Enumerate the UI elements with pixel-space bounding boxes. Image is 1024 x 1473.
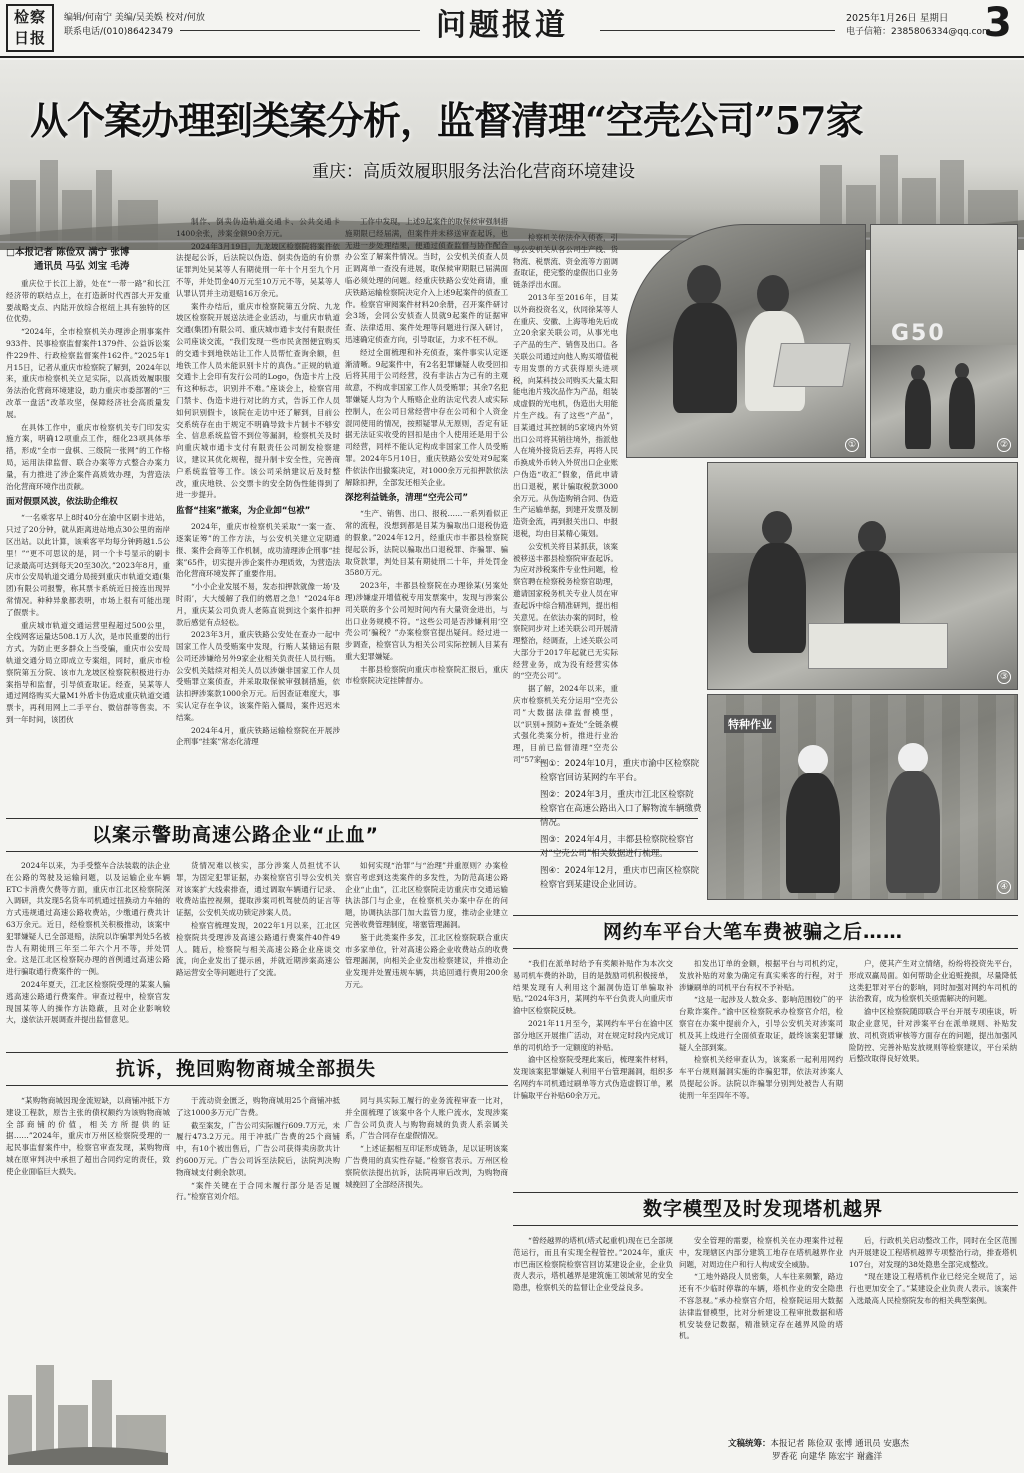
paragraph: 2021年11月至今，某网约车平台在渝中区部分地区开展推广活动，对在规定时段内完成订单的司机给予一定额度的补贴。 [513, 1018, 673, 1052]
section-band-crane [513, 1192, 1018, 1226]
photo-number-2: ② [997, 438, 1011, 452]
crane-column-3 [849, 1235, 1017, 1435]
sub-headline: 重庆：高质效履职服务法治化营商环境建设 [312, 162, 635, 182]
col2-paragraphs [176, 216, 340, 501]
photo-number-1: ① [845, 438, 859, 452]
paragraph: 2024年，重庆市检察机关采取“一案一查、逐案证筹”的工作方法，与公安机关建立定期通报、案件会商等工作机制，成功清理涉企刑事“挂案”65件，切实提升涉企案件办理质效，为营造法治化营商环境发挥了重要作用。 [176, 522, 340, 579]
col1-paragraphs [6, 278, 170, 492]
caption-1: 图①：2024年10月，重庆市渝中区检察院检察官回访某网约车平台。 [540, 759, 700, 783]
highway-column-2 [176, 860, 340, 1045]
ridehailing-column-2 [679, 958, 843, 1182]
credits-names-line2: 罗香花 向建华 陈宏宇 谢鑫洋 [772, 1452, 883, 1462]
paragraph: 同与具实际工履行的业务流程审查一比对，并全面梳理了该案中各个人账户流水，发现涉案广告公司负责人与购物商城的负责人系亲属关系，广告合同存在虚假情况。 [345, 1096, 508, 1141]
paragraph: 重庆位于长江上游，处在“一带一路”和长江经济带的联结点上，在打造新时代西部大开发重要战略支点、内陆开放综合枢纽上具有独特的区位优势。 [6, 279, 170, 324]
hero-background [0, 60, 1024, 250]
paragraph: 公安机关将目某抓获，该案被移送丰都县检察院审查起诉。为应对涉税案件专业性问题，检察官聘在检察税务检察官助理，邀请国家税务机关专业人员在审查起诉中综合精准研判，提出相关意见。在依法办案的同时，检察院同步对上述关联公司开展清理整治，经调查，上述关联公司大部分于2017年起就已无实际经营业务，成为没有经营实体的“空壳公司”。 [513, 541, 618, 681]
subhead-fake-ticket: 面对假票风波，依法助企维权 [6, 497, 118, 508]
paragraph: 后，行政机关启动整改工作，同时在全区范围内开展建设工程塔机越界专项整治行动，排查塔机107台，对发现的38处隐患全部完成整改。 [849, 1236, 1017, 1269]
article-column-2 [176, 216, 340, 798]
paragraph: 如何实现“治罪”与“治理”并重原则？办案检察官考虑到这类案件的多发性，为防范高速公路企业“止血”，江北区检察院走访重庆市交通运输执法部门与企业，在检察机关办案中存在的问题，协调执法部门加大监管力度，推动企业建立完善收费管理制度，堵塞管理漏洞。 [345, 861, 508, 929]
paragraph: “案件关键在于合同未履行部分是否足履行。”检察官刘介绍。 [176, 1180, 340, 1202]
crane-column-1 [513, 1235, 673, 1435]
subhead-shell-companies: 深挖利益链条，清理“空壳公司” [345, 493, 469, 504]
byline [6, 246, 168, 274]
credits-label: 文稿统筹： [728, 1439, 771, 1449]
section-title-crane: 数字模型及时发现塔机越界 [633, 1197, 893, 1221]
caption-3: 图③：2024年4月，丰都县检察院检察官对“空壳公司”相关数据进行梳理。 [540, 835, 694, 859]
article-column-1 [6, 278, 170, 798]
paragraph: 2024年夏天，江北区检察院受理的某案人骗逃高速公路通行费案件。审查过程中，检察官发现国某等人的操作方法隐蔽，且对企业影响较大，遂依法开展调查并提出监督意见。 [6, 979, 170, 1025]
masthead [0, 0, 1024, 64]
highway-column-1 [6, 860, 170, 1045]
paragraph: 2013年至2016年，目某以外商投资名义，伙同徐某等人在重庆、安徽、上海等地先后成立20余家关联公司，从事光电子产品的生产、销售及出口。各关联公司通过向他人购买增值税专用发票的方式获得原头进项税，向某科技公司购买大量太阳能电池片残次品作为产品，组装成虚假的光电机，伪造出大用能片生产线。有了这些“产品”，目某通过其控制的5家境内外贸出口公司将其销往境外，指派他人在境外接货后丢弃，再将人民币换成外币转入外贸出口企业账户伪造“收汇”假象，借此申请出口退税，累计骗取税款3000余万元。从伪造购销合同、伪造生产运输单据，到建开发票及制造资金流，再到报关出口、申报退税，均由目某精心策划。 [513, 292, 618, 538]
paragraph: “我们在派单时给予有奖额补贴作为本次交易司机车费的补助，目的是鼓励司机积极接单，结果发现有人利用这个漏洞伪造订单骗取补贴。”2024年3月，某网约车平台负责人向重庆市渝中区检察院反映。 [513, 959, 673, 1016]
logo-text: 检察日报 [13, 8, 46, 47]
caption-4: 图④：2024年12月，重庆市巴南区检察院检察官到某建设企业回访。 [540, 866, 700, 890]
masthead-rule-right [600, 30, 835, 31]
paragraph: 截至案发，广告公司实际履行609.7万元，未履行473.2万元。用于冲抵广告费的25个商铺中，有10个被出售后，广告公司获得卖房款共计约600万元。广告公司诉至法院后，法院判决购物商城支付剩余款项。 [176, 1120, 340, 1177]
paragraph: “小小企业发展不易，发态扣押款就像一场‘及时雨’，大大缓解了我们的燃眉之急！”2024年8月，重庆某公司负责人老陈直说到这个案件扣押款后感觉有点轻松。 [176, 582, 340, 627]
paragraph: 2024年3月19日，九龙坡区检察院将案件依法提起公诉，后法院以伪造、倒卖伪造的有价票证罪判处吴某等人有期徒刑一年十个月至九个月不等，并处罚金40万元至10万元不等，吴某等人认罪认罚并主动退赔16万余元。 [176, 241, 340, 298]
paragraph: 安全管理的需要，检察机关在办理案件过程中，发现辖区内部分建筑工地存在塔机越界作业问题，对周边住户和行人构成安全威胁。 [679, 1236, 843, 1269]
photo-number-4: ④ [997, 880, 1011, 894]
appeal-column-3 [345, 1095, 508, 1465]
highway-column-3 [345, 860, 508, 1045]
appeal-column-2 [176, 1095, 340, 1465]
section-title-highway: 以案示警助高速公路企业“止血” [82, 823, 389, 847]
photo-2-highway [870, 224, 1018, 458]
paragraph: 鉴于此类案件多发，江北区检察院联合重庆市多家单位，针对高速公路企业收费站点的收费管理漏洞，向相关企业发出检察建议，并推动企业发现并处置违规车辆，共追回通行费用200余万元。 [345, 932, 508, 989]
section-title: 问题报道 [436, 8, 568, 43]
crane-column-2 [679, 1235, 843, 1435]
article-column-4 [513, 232, 618, 798]
paragraph: 2024年4月，重庆铁路运输检察院在开展涉企刑事“挂案”常态化清理 [176, 725, 340, 747]
section-band-highway [6, 818, 698, 852]
subhead-pending-cases: 监督“挂案”撤案，为企业卸“包袱” [176, 506, 311, 517]
col3-paragraphs [345, 216, 508, 488]
masthead-bottom-rule [0, 56, 1024, 58]
paragraph: “一名乘客早上8时40分在渝中区刷卡进站，只过了20分钟，就从距离进站地点30公里的南岸区出站。以此计算，该乘客平均每分钟跨越1.5公里！”“更不可思议的是，同一个卡号显示的刷卡记录最高可达到每天20至30次。”2023年8月，重庆市公安局轨道交通分局接到重庆市轨道交通(集团)有限公司报警，称其票卡系统近日接连出现异常情况。种种异象都表明，市场上很有可能出现了假票卡。 [6, 513, 170, 617]
contact-phone: 联系电话/(010)86423479 [64, 27, 174, 37]
paragraph: 2024年以来，为手受整车合法装载的法企业在公路的驾驶及运输问题，以及运输企业车辆ETC卡消费欠费等方面，重庆市江北区检察院深入调研，共发现5名货车司机通过扭换动力车轴的方式违规通过高速公路收费站，少缴通行费共计63万余元。近日，经检察机关积极推动，该案中犯罪嫌疑人已全部退赔，法院以诈骗罪判处5名被告人有期徒刑三年至二年六个月不等，并处罚金。这是江北区检察院办理的首例通过高速公路进行骗取通行费案件的一例。 [6, 861, 170, 977]
paragraph: 案件办结后，重庆市检察院第五分院、九龙坡区检察院开展送法进企业活动，与重庆市轨道交通(集团)有限公司、重庆城市通卡支付有限责任公司座谈交流，“我们发现一些市民贪图便宜购买的交通卡到地铁站让工作人员帮忙查询余额，但地铁工作人员未能识别卡片的真伪。”正规的轨道交通卡上会印有发行公司的Logo，伪造卡片上没有这种标志，识别并不难。”座谈会上，检察官用门禁卡、伪造卡进行对比的方式，告诉工作人员如何识别假卡，该院在走访中还了解到，目前公交系统存在由于规定不明确导致卡片制卡不够安全、信息系统监管不到位等漏洞，检察机关及时向重庆城市通卡支付有限责任公司制发检察建议，建议其优化规程，提升制卡安全性，完善商户系统监管等工作。该公司采纳建议后及时整改，重庆地铁、公交票卡的安全防伪性能得到了进一步提升。 [176, 301, 340, 500]
photo-4-construction [707, 694, 1018, 900]
paragraph: 检察机关依法介入侦查，引导公安机关从各公司生产线、货物流、税票流、资金流等方面调查取证，使完整的虚假出口业务链条浮出水面。 [513, 233, 618, 290]
paragraph: 丰都县检察院向重庆市检察院汇报后，重庆市检察院决定挂牌督办。 [345, 664, 508, 686]
paragraph: 扣发出订单的金额，根据平台与司机约定，发放补贴的对象为确定有真实乘客的行程，对于涉嫌刷单的司机平台有权不予补贴。 [679, 959, 843, 992]
paragraph: “某购物商城因现金流短缺，以商铺冲抵下方建设工程款，原告主张的债权额约为该购物商城全部商铺的价值，相关方所提供的证据……”2024年，重庆市万州区检察院受理的一起民事监督案件中，检察官审查发现，某购物商城在原审判决中承担了超出合同约定的责任，致使企业面临巨大损失。 [6, 1096, 170, 1176]
col4-paragraphs [513, 232, 618, 766]
editor-credits: 编辑/何南宁 美编/吴美娛 校对/何放 [64, 13, 205, 23]
paragraph: 户，使其产生对立情绪，纷纷将投资先平台，形成双赢局面。如何帮助企业追赃挽损，尽量降低这类犯罪对平台的影响，同时加强对网约车司机的法治教育，成为检察机关亟需解决的问题。 [849, 959, 1017, 1004]
col1b-paragraphs [6, 512, 170, 725]
paragraph: “生产、销售、出口、报税……一系列看似正常的流程，没想到都是目某为骗取出口退税伪造的假象。”2024年12月，经重庆市丰都县检察院提起公诉，法院以骗取出口退税罪、诈骗罪、骗取贷款罪，判处目某有期徒刑二十年，并处罚金3580万元。 [345, 509, 508, 578]
work-vest-banner: 特种作业 [724, 715, 776, 733]
col3b-paragraphs [345, 508, 508, 687]
paragraph: 据了解，2024年以来，重庆市检察机关充分运用“空壳公司”大数据法律监督模型，以“识别+预防+查处”全链条模式强化类案分析，推进行业治理，目前已监督清理“空壳公司”57家。 [513, 684, 618, 765]
email-address: 电子信箱：2385806334@qq.com [846, 27, 991, 37]
page-number: 3 [984, 0, 1012, 46]
credits-names: 本报记者 陈俭双 张博 通讯员 安惠杰 [770, 1439, 909, 1449]
paragraph: 渝中区检察院受理此案后，梳理案件材料，发现该案犯罪嫌疑人利用平台管理漏洞，组织多名网约车司机通过刷单等方式伪造虚假订单，累计骗取平台补贴60余万元。 [513, 1055, 673, 1100]
skyline-decoration [8, 1325, 168, 1465]
paragraph: 2023年3月，重庆铁路公安处在查办一起中国家工作人员受贿案中发现，行贿人某储运有限公司还涉嫌给另外9家企业相关负责任人员行贿。公安机关陆续对相关人员以涉嫌非国家工作人员受贿罪立案侦查，并采取取保候审强制措施，依法扣押涉案款1000余万元。后因查证难度大，事实认定存在争议，该案件陷入僵局，案件迟迟未结案。 [176, 630, 340, 722]
paragraph: 于流动资金匮乏，购物商城用25个商铺冲抵了这1000多万元广告费。 [176, 1096, 340, 1117]
footer-credits [728, 1438, 1018, 1464]
skyline-illustration [0, 60, 1024, 250]
section-band-appeal [6, 1052, 508, 1086]
newspaper-logo [6, 4, 54, 52]
paragraph: 检察官梳理发现，2022年1月以来，江北区检察院共受理涉及高速公路通行费案件40件49人。随后，检察院与相关高速公路企业座谈交流，向企业发出了提示函，并就近期涉案高速公路运营安全等问题进行了交流。 [176, 920, 340, 978]
issue-date: 2025年1月26日 星期日 [846, 13, 949, 24]
paragraph: “曾经越界的塔机(塔式起重机)现在已全部规范运行，而且有实现全程管控。”2024年，重庆市巴南区检察院检察官回访某建设企业，企业负责人表示，塔机越界是建筑施工领域常见的安全隐患，检察机关的监督让企业受益良多。 [513, 1236, 673, 1293]
paragraph: 制作、倒卖伪造轨道交通卡、公共交通卡1400余张，涉案金额90余万元。 [176, 217, 340, 238]
photo-number-3: ③ [997, 670, 1011, 684]
section-title-ridehailing: 网约车平台大笔车费被骗之后…… [593, 920, 913, 944]
photo-3-documents [707, 462, 1018, 690]
paragraph: “2024年，全市检察机关办理涉企刑事案件933件、民事检察监督案件1379件、公益诉讼案件229件、行政检察监督案件162件。”2025年1月15日，记者从重庆市检察院了解到，2024年以来，重庆市检察机关立足实际，以高质效履职服务法治化营商环境建设，助力重庆市委部署的“三改革一盘活”改革攻坚，保障经济社会高质量发展。 [6, 327, 170, 419]
paragraph: 工作中发现，上述9起案件的取保候审强制措施期限已经届满，但案件并未移送审查起诉，也无进一步处理结果，便通过侦查监督与协作配合办公室了解案件情况。当时，公安机关侦查人员正调离单一查没有进展，取保候审期限已届满面临必须处理的问题。经重庆铁路公安处商请，重庆铁路运输检察院决定介入上述9起案件的侦查工作。检察官审阅案件材料20余册，召开案件研讨会3场，会同公安侦查人员就9起案件的证据审查、法律适用、案件处理等问题进行深入研讨，迅速确定侦查方向，引导取证，力求不枉不纵。 [345, 217, 508, 344]
caption-2: 图②：2024年3月，重庆市江北区检察院检察官在高速公路出入口了解物流车辆缴费情况。 [540, 790, 702, 828]
paragraph: “上述证据相互印证形成链条，足以证明该案广告费用的真实性存疑。”检察官表示。万州区检察院依法提出抗诉，法院再审后改判，为购物商城挽回了全部经济损失。 [345, 1144, 508, 1189]
byline-reporters: □本报记者 陈俭双 满宁 张博 [6, 247, 130, 258]
paragraph: 在具体工作中，重庆市检察机关专门印发实施方案，明确12项重点工作，细化23项具体举措，形成“全市一盘棋、三级院一张网”的工作格局，运用法律监督、联合办案等方式整合办案力量，有力推进了涉企案件高质效办理，为营造法治化营商环境作出贡献。 [6, 422, 170, 491]
paragraph: 检察机关经审查认为，该案系一起利用网约车平台规则漏洞实施的诈骗犯罪，依法对涉案人员提起公诉。法院以诈骗罪分别判处被告人有期徒刑一年至四年不等。 [679, 1055, 843, 1100]
paragraph: 经过全面梳理和补充侦查，案件事实认定逐渐清晰。9起案件中，有2名犯罪嫌疑人收受回扣后将其用于公司经营，没有非法占为己有的主观故意，不构成非国家工作人员受贿罪；其余7名犯罪嫌疑人均为个人贿赂企业的法定代表人或实际控制人，在公司日常经营中存在公司和个人资金混同使用的情况，按照疑罪从无原则，否定有证据无法证实收受的回扣是由个人使用还是用于公司经营，同样不能认定构成非国家工作人员受贿罪。2024年5月10日，重庆铁路公安处对9起案件依法作出撤案决定，对1000余万元扣押款依法解除扣押，全部发还相关企业。 [345, 347, 508, 487]
paragraph: 渝中区检察院随即联合平台开展专项座谈，听取企业意见，针对涉案平台在派单规则、补贴发放、司机资质审核等方面存在的问题，提出加强风险防控、完善补贴发放规则等检察建议，平台采纳后整改取得良好效果。 [849, 1007, 1017, 1064]
article-column-3 [345, 216, 508, 798]
paragraph: 重庆城市轨道交通运营里程超过500公里，全线网客运量达508.1万人次，是市民重要的出行方式。为防止更多群众上当受骗，重庆市公安局轨道交通分局立即成立专案组，同时，重庆市检察院第五分院、该市九龙坡区检察院积极进行办案指导和监督，引导侦查取证。经查，吴某等人通过网络购买大量M1外盾卡伪造成重庆轨道交通票卡，再利用网上二手平台、微信群等售卖。不到一年时间，该团伙 [6, 620, 170, 724]
main-headline: 从个案办理到类案分析，监督清理“空壳公司”57家 [30, 98, 863, 143]
ridehailing-column-1 [513, 958, 673, 1182]
paragraph: “工地外路段人员密集，人车往来频繁，路边还有不少临时停靠的车辆，塔机作业的安全隐患不容忽视。”承办检察官介绍，检察院运用大数据法律监督模型，比对分析建设工程审批数据和塔机安装登记数据，精准锁定存在越界风险的塔机。 [679, 1272, 843, 1341]
paragraph: 2023年，丰都县检察院在办理徐某(另案处理)涉嫌虚开增值税专用发票案中，发现与涉案公司关联的多个公司短时间内有大量资金进出，与出口业务规模不符。“这些公司是否涉嫌利用‘空壳公司’骗税？”办案检察官提出疑问。经过进一步调查，检察官认为相关公司实际控制人目某有重大犯罪嫌疑。 [345, 581, 508, 661]
paragraph: “现在建设工程塔机作业已经完全规范了，运行也更加安全了。”某建设企业负责人表示。该案件入选最高人民检察院发布的相关典型案例。 [849, 1272, 1017, 1305]
photo-1-meeting [626, 224, 866, 458]
paragraph: 货情况难以核实，部分涉案人员担忧不认罪，为固定犯罪证据，办案检察官引导公安机关对该案扩大线索排查，通过调取车辆通行记录、收费站监控视频，提取涉案司机驾驶员的证言等证据，公安机关成功锁定涉案人员。 [176, 861, 340, 918]
masthead-rule-left [180, 30, 420, 31]
paragraph: “这是一起涉及人数众多、影响范围较广的平台欺诈案件。”渝中区检察院承办检察官介绍，检察官在办案中提前介入，引导公安机关对涉案司机及其上线进行全面侦查取证，最终该案犯罪嫌疑人全部到案。 [679, 995, 843, 1052]
byline-correspondents: 通讯员 马弘 刘宝 毛涛 [34, 261, 130, 272]
section-title-appeal: 抗诉，挽回购物商城全部损失 [106, 1057, 386, 1081]
col2b-paragraphs [176, 521, 340, 748]
ridehailing-column-3 [849, 958, 1017, 1182]
highway-sign: G50 [891, 321, 946, 346]
section-band-ridehailing [513, 915, 1018, 949]
